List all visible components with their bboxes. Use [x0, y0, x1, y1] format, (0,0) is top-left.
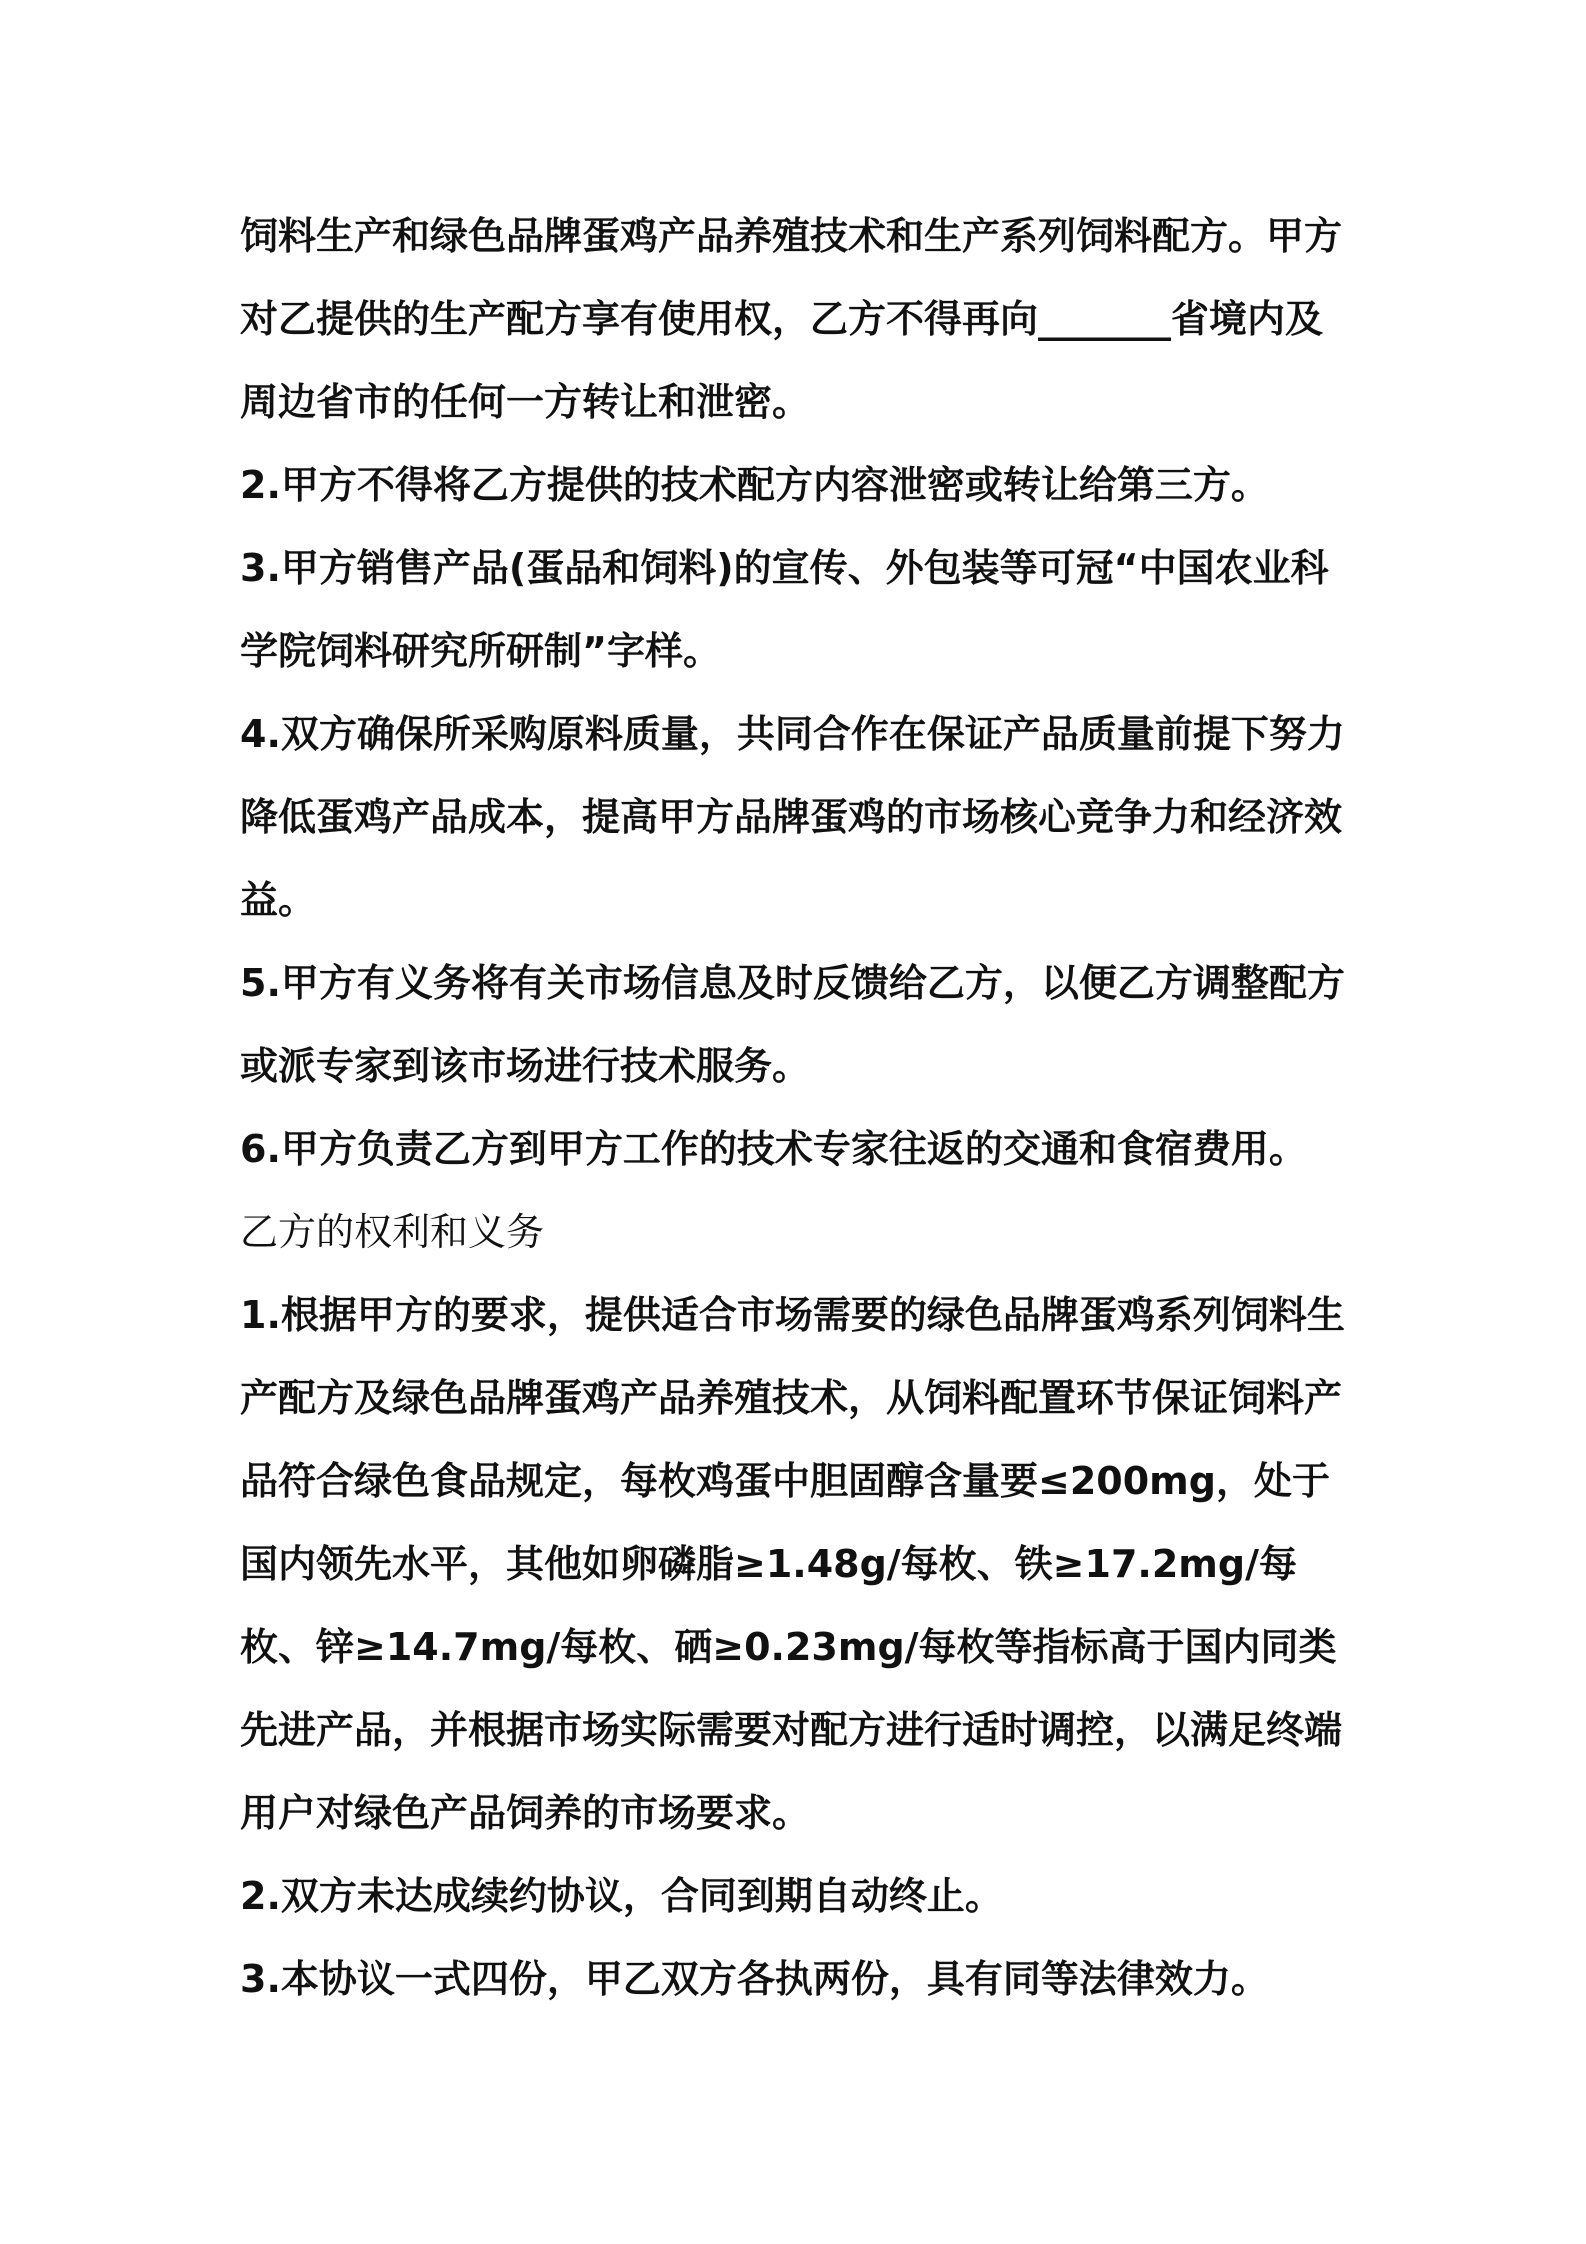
paragraph-party-a-item-5: 5.甲方有义务将有关市场信息及时反馈给乙方，以便乙方调整配方或派专家到该市场进行技术服务。 — [240, 961, 1345, 1088]
paragraph-party-b-item-3: 3.本协议一式四份，甲乙双方各执两份，具有同等法律效力。 — [240, 1957, 1269, 2001]
paragraph-party-b-item-2: 2.双方未达成续约协议，合同到期自动终止。 — [240, 1874, 1003, 1918]
paragraph-intro: 饲料生产和绿色品牌蛋鸡产品养殖技术和生产系列饲料配方。甲方对乙提供的生产配方享有使用权，乙方不得再向_______省境内及周边省市的任何一方转让和泄密。 — [240, 214, 1343, 424]
paragraph-party-a-item-2: 2.甲方不得将乙方提供的技术配方内容泄密或转让给第三方。 — [240, 463, 1269, 507]
paragraph-party-a-item-6: 6.甲方负责乙方到甲方工作的技术专家往返的交通和食宿费用。 — [240, 1127, 1307, 1171]
paragraph-party-b-item-1: 1.根据甲方的要求，提供适合市场需要的绿色品牌蛋鸡系列饲料生产配方及绿色品牌蛋鸡产品养殖技术，从饲料配置环节保证饲料产品符合绿色食品规定，每枚鸡蛋中胆固醇含量要≤200mg，处于国内领先水平，其他如卵磷脂≥1.48g/每枚、铁≥17.2mg/每枚、锌≥14.7mg/每枚、硒≥0.23mg/每枚等指标高于国内同类先进产品，并根据市场实际需要对配方进行适时调控，以满足终端用户对绿色产品饲养的市场要求。 — [240, 1293, 1345, 1835]
section-heading-party-b: 乙方的权利和义务 — [240, 1210, 545, 1254]
document-body — [240, 195, 1358, 2021]
paragraph-party-a-item-3: 3.甲方销售产品(蛋品和饲料)的宣传、外包装等可冠“中国农业科学院饲料研究所研制”字样。 — [240, 546, 1329, 673]
paragraph-party-a-item-4: 4.双方确保所采购原料质量，共同合作在保证产品质量前提下努力降低蛋鸡产品成本，提高甲方品牌蛋鸡的市场核心竞争力和经济效益。 — [240, 712, 1345, 922]
